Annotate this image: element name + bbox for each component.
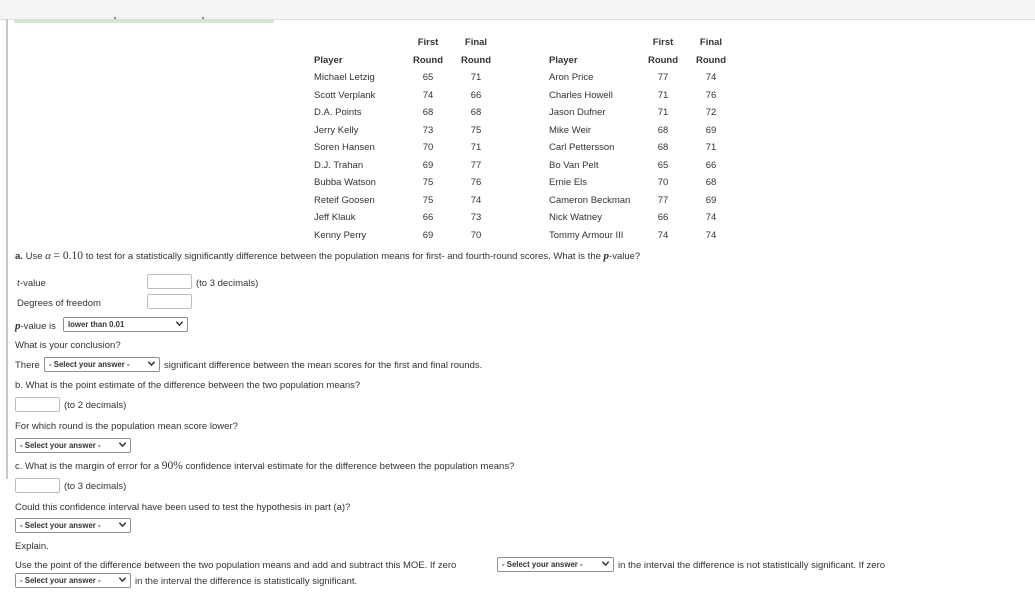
- degrees-of-freedom-label: Degrees of freedom: [17, 298, 101, 309]
- player-name-cell: Soren Hansen: [314, 142, 375, 153]
- explain-text: in the interval the difference is statistically significant.: [135, 576, 358, 587]
- conclusion-select[interactable]: [44, 357, 160, 372]
- player-name-cell: Tommy Armour III: [549, 229, 624, 241]
- final-round-cell: 74: [470, 194, 482, 206]
- first-round-cell: 71: [657, 107, 669, 118]
- player-name-cell: Nick Watney: [549, 212, 602, 223]
- label-text: -value: [19, 278, 46, 289]
- final-round-cell: 69: [705, 124, 717, 136]
- p-value-label: [15, 320, 56, 332]
- player-name-cell: Mike Weir: [549, 124, 592, 136]
- t-value-label: [17, 278, 46, 289]
- col-header-final-bottom: Round: [695, 55, 727, 66]
- select-value: - Select your answer -: [20, 441, 101, 450]
- question-text: c. What is the margin of error for a: [15, 461, 160, 472]
- t-symbol: t: [17, 278, 20, 289]
- first-round-cell: 66: [422, 212, 434, 223]
- could-ci-select[interactable]: [15, 518, 131, 533]
- chevron-down-icon: [175, 319, 184, 328]
- final-round-cell: 72: [705, 107, 717, 118]
- question-text: confidence interval estimate for the difference between the population means?: [185, 461, 515, 472]
- player-name-cell: Ernie Els: [549, 177, 588, 188]
- margin-of-error-hint: (to 3 decimals): [64, 481, 127, 492]
- col-header-final-bottom: Round: [460, 55, 492, 66]
- first-round-cell: 74: [422, 89, 434, 101]
- part-label: a.: [15, 251, 23, 262]
- final-round-cell: 68: [705, 177, 717, 188]
- which-round-question: For which round is the population mean score lower?: [15, 421, 238, 432]
- question-text: Use: [25, 251, 43, 262]
- final-round-cell: 70: [470, 229, 482, 241]
- final-round-cell: 66: [470, 89, 482, 101]
- first-round-cell: 65: [422, 72, 434, 83]
- p-value-select[interactable]: [63, 317, 188, 332]
- player-name-cell: Kenny Perry: [314, 229, 367, 241]
- select-value: lower than 0.01: [68, 320, 125, 329]
- final-round-cell: 69: [705, 194, 717, 206]
- select-value: - Select your answer -: [502, 560, 583, 569]
- conclusion-text: significant difference between the mean scores for the first and final rounds.: [164, 360, 483, 371]
- chevron-down-icon: [601, 559, 610, 568]
- first-round-cell: 74: [657, 229, 669, 241]
- first-round-cell: 73: [422, 124, 434, 136]
- p-symbol: p: [603, 250, 610, 262]
- player-name-cell: D.A. Points: [314, 107, 362, 118]
- first-round-cell: 66: [657, 212, 669, 223]
- first-round-cell: 77: [657, 72, 669, 83]
- first-round-cell: 68: [657, 142, 669, 153]
- col-header-first-bottom: Round: [412, 55, 444, 66]
- question-text: to test for a statistically significantly difference between the population means for first- and fourth-round scores. What is the: [85, 251, 601, 262]
- lower-round-select[interactable]: [15, 438, 131, 453]
- player-name-cell: Bubba Watson: [314, 177, 376, 188]
- final-round-cell: 74: [705, 229, 717, 241]
- point-estimate-hint: (to 2 decimals): [64, 400, 127, 411]
- degrees-of-freedom-input[interactable]: [147, 294, 192, 309]
- alpha-symbol: α: [45, 250, 51, 262]
- player-name-cell: Jason Dufner: [549, 107, 606, 118]
- final-round-cell: 71: [470, 142, 482, 153]
- player-name-cell: Carl Pettersson: [549, 142, 615, 153]
- chevron-down-icon: [118, 575, 127, 584]
- final-round-cell: 71: [705, 142, 717, 153]
- explain-text: Use the point of the difference between the two population means and add and subtract this MOE. If zero: [15, 560, 457, 571]
- first-round-cell: 69: [422, 229, 434, 241]
- select-value: - Select your answer -: [49, 360, 130, 369]
- t-value-hint: (to 3 decimals): [196, 278, 259, 289]
- first-round-cell: 68: [657, 124, 669, 136]
- part-c-question: [15, 460, 514, 472]
- p-symbol: p: [15, 320, 21, 332]
- label-text: -value is: [20, 321, 56, 332]
- final-round-cell: 74: [705, 212, 717, 223]
- chevron-down-icon: [118, 440, 127, 449]
- final-round-cell: 75: [470, 124, 482, 136]
- question-text: -value?: [609, 251, 641, 262]
- final-round-cell: 71: [470, 72, 482, 83]
- player-name-cell: Michael Letzig: [314, 72, 375, 83]
- final-round-cell: 74: [705, 72, 717, 83]
- player-name-cell: Aron Price: [549, 72, 594, 83]
- first-round-cell: 71: [657, 89, 669, 101]
- explain-text: in the interval the difference is not statistically significant. If zero: [618, 560, 886, 571]
- zero-significant-select[interactable]: [15, 573, 131, 588]
- chevron-down-icon: [147, 359, 156, 368]
- first-round-cell: 70: [657, 177, 669, 188]
- first-round-cell: 65: [657, 159, 669, 171]
- select-value: - Select your answer -: [20, 521, 101, 530]
- first-round-cell: 70: [422, 142, 434, 153]
- col-header-player: Player: [314, 55, 343, 66]
- col-header-first-top: First: [652, 37, 674, 48]
- could-ci-question: Could this confidence interval have been used to test the hypothesis in part (a)?: [15, 502, 351, 513]
- part-a-question: [15, 250, 640, 262]
- final-round-cell: 73: [470, 212, 482, 223]
- first-round-cell: 68: [422, 107, 434, 118]
- scores-table: [0, 0, 1035, 250]
- first-round-cell: 75: [422, 177, 434, 188]
- final-round-cell: 68: [470, 107, 482, 118]
- player-name-cell: Reteif Goosen: [314, 194, 375, 206]
- conclusion-question: What is your conclusion?: [15, 340, 121, 351]
- final-round-cell: 76: [705, 89, 717, 101]
- player-name-cell: Jeff Klauk: [314, 212, 356, 223]
- point-estimate-input[interactable]: [15, 397, 60, 412]
- final-round-cell: 77: [470, 159, 482, 171]
- chevron-down-icon: [118, 520, 127, 529]
- first-round-cell: 69: [422, 159, 434, 171]
- col-header-final-top: Final: [699, 37, 723, 48]
- player-name-cell: Charles Howell: [549, 89, 613, 101]
- player-name-cell: Bo Van Pelt: [549, 159, 599, 171]
- t-value-input[interactable]: [147, 274, 192, 289]
- part-b-question: b. What is the point estimate of the difference between the two population means?: [15, 380, 361, 391]
- zero-not-significant-select[interactable]: [497, 557, 614, 572]
- first-round-cell: 77: [657, 194, 669, 206]
- col-header-first-bottom: Round: [647, 55, 679, 66]
- alpha-value: = 0.10: [53, 250, 84, 262]
- final-round-cell: 76: [470, 177, 482, 188]
- player-name-cell: Jerry Kelly: [314, 124, 359, 136]
- confidence-level: 90%: [161, 460, 183, 472]
- explain-label: Explain.: [15, 541, 49, 552]
- margin-of-error-input[interactable]: [15, 478, 60, 493]
- player-name-cell: D.J. Trahan: [314, 159, 364, 171]
- col-header-first-top: First: [417, 37, 439, 48]
- col-header-player: Player: [549, 55, 578, 66]
- player-name-cell: Scott Verplank: [314, 89, 376, 101]
- final-round-cell: 66: [705, 159, 717, 171]
- first-round-cell: 75: [422, 194, 434, 206]
- select-value: - Select your answer -: [20, 576, 101, 585]
- col-header-final-top: Final: [464, 37, 488, 48]
- player-name-cell: Cameron Beckman: [549, 194, 631, 206]
- there-label: There: [15, 360, 40, 371]
